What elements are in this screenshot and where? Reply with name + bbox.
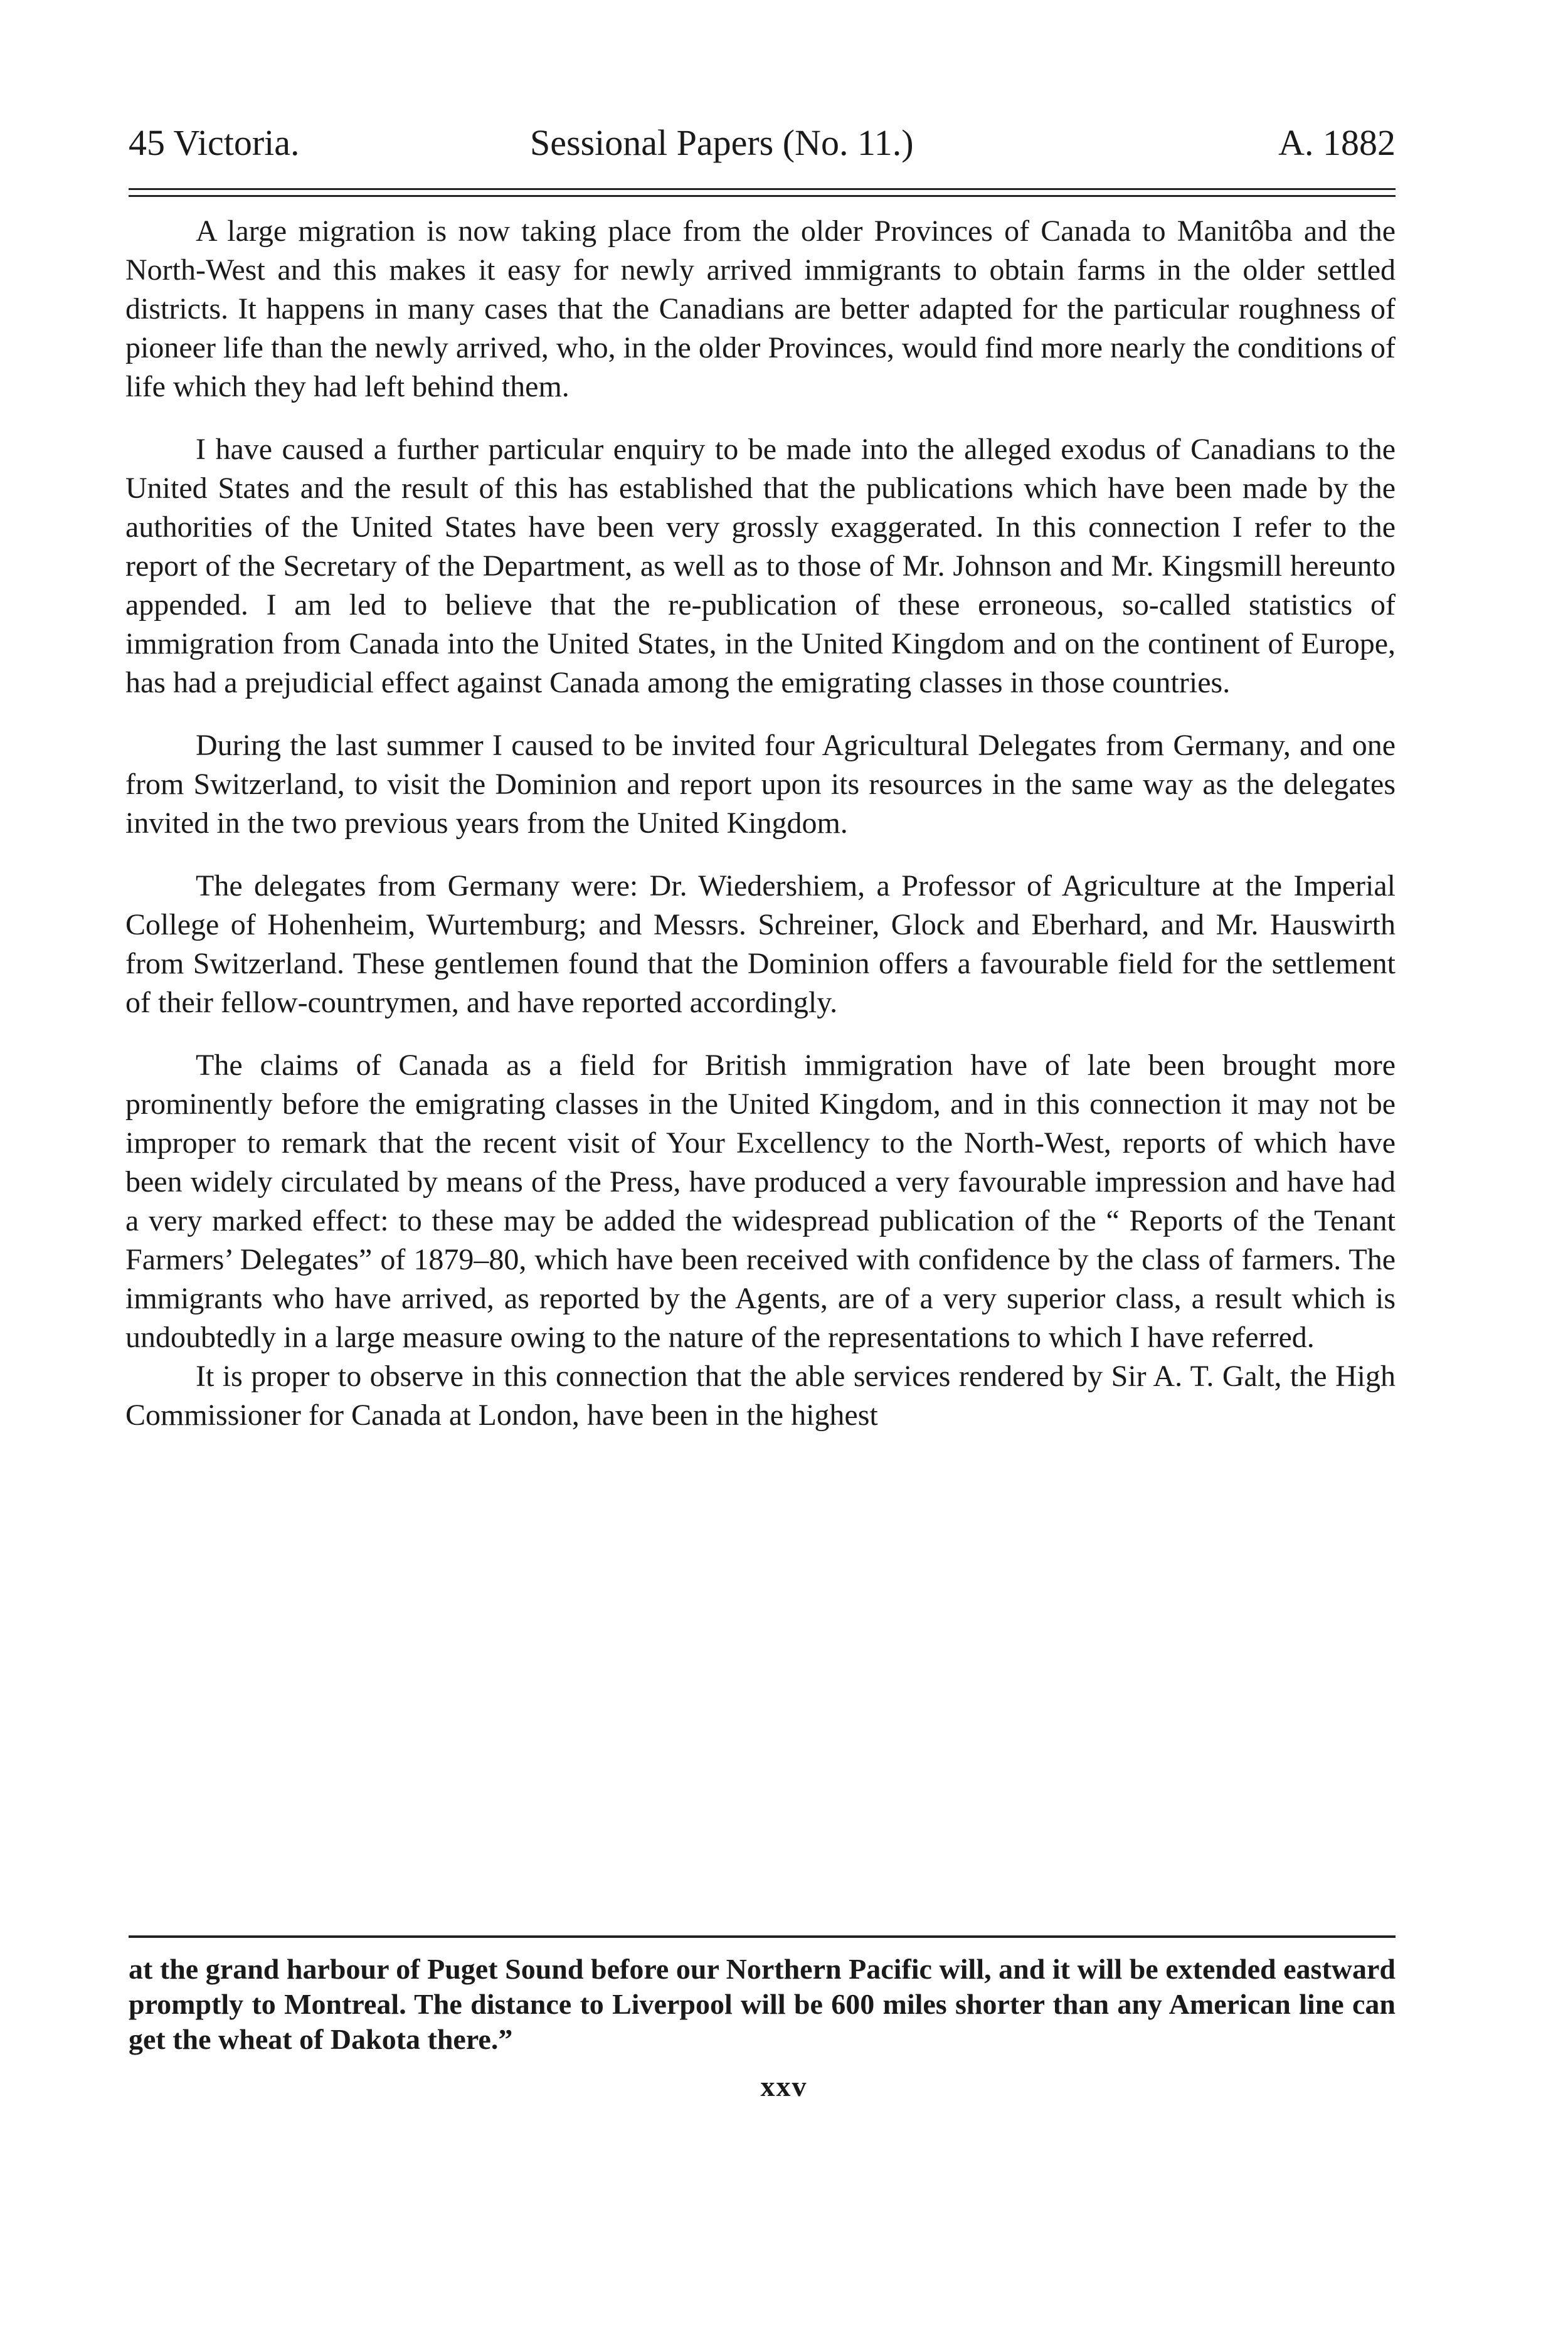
paragraph-exodus-enquiry: I have caused a further particular enquiry to be made into the alleged exodus of Canadians to the United States and the result of this has established that the publications which have been made by the authorities of the United States have been very grossly exaggerated. In this connection I refer to the report of the Secretary of the Department, as well as to those of Mr. Johnson and Mr. Kingsmill hereunto appended. I am led to believe that the re-publication of these erroneous, so-called statistics of immigration from Canada into the United States, in the United Kingdom and on the continent of Europe, has had a prejudicial effect against Canada among the emigrating classes in those countries. xyxy=(125,433,1396,699)
header-year: A. 1882 xyxy=(1278,122,1396,163)
running-header xyxy=(129,118,1396,168)
header-title: Sessional Papers (No. 11.) xyxy=(530,122,914,163)
footnote-rule xyxy=(129,1935,1396,1938)
header-session: 45 Victoria. xyxy=(129,122,300,163)
footnote-text: at the grand harbour of Puget Sound before our Northern Pacific will, and it will be extended eastward promptly to Montreal. The distance to Liverpool will be 600 miles shorter than any American line can get the wheat of Dakota there.” xyxy=(129,1953,1396,2055)
paragraph-agricultural-delegates: During the last summer I caused to be invited four Agricultural Delegates from Germany, and one from Switzerland, to visit the Dominion and report upon its resources in the same way as the delegates invited in the two previous years from the United Kingdom. xyxy=(125,729,1396,840)
paragraph-galt-services: It is proper to observe in this connection that the able services rendered by Sir A. T. Galt, the High Commissioner for Canada at London, have been in the highest xyxy=(125,1360,1396,1432)
body-text xyxy=(125,212,1396,1435)
paragraph-migration: A large migration is now taking place from the older Provinces of Canada to Manitôba and the North-West and this makes it easy for newly arrived immigrants to obtain farms in the older settled districts. It happens in many cases that the Canadians are better adapted for the particular roughness of pioneer life than the newly arrived, who, in the older Provinces, would find more nearly the conditions of life which they had left behind them. xyxy=(125,214,1396,403)
paragraph-british-immigration: The claims of Canada as a field for British immigration have of late been brought more prominently before the emigrating classes in the United Kingdom, and in this connection it may not be improper to remark that the recent visit of Your Excellency to the North-West, reports of which have been widely circulated by means of the Press, have produced a very favourable impression and have had a very marked effect: to these may be added the widespread publication of the “ Reports of the Tenant Farmers’ Delegates” of 1879–80, which have been received with confidence by the class of farmers. The immigrants who have arrived, as reported by the Agents, are of a very superior class, a result which is undoubtedly in a large measure owing to the nature of the representations to which I have referred. xyxy=(125,1049,1396,1354)
paragraph-german-delegates: The delegates from Germany were: Dr. Wiedershiem, a Professor of Agriculture at the Imperial College of Hohenheim, Wurtemburg; and Messrs. Schreiner, Glock and Eberhard, and Mr. Hauswirth from Switzerland. These gentlemen found that the Dominion offers a favourable field for the settlement of their fellow-countrymen, and have reported accordingly. xyxy=(125,869,1396,1019)
header-double-rule xyxy=(129,188,1396,197)
page-number: xxv xyxy=(760,2070,808,2102)
